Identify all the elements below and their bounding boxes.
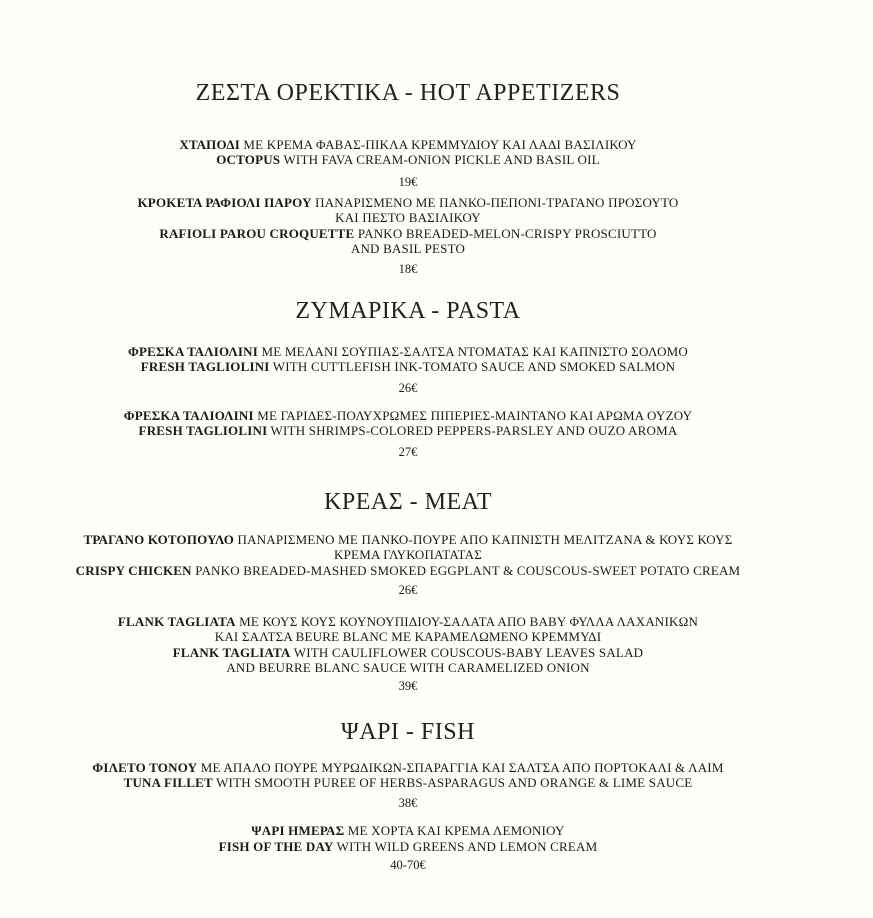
dish-price: 18€: [398, 262, 418, 276]
dish-line: ΧΤΑΠΟΔΙ ΜΕ ΚΡΕΜΑ ΦΑΒΑΣ-ΠΙΚΛΑ ΚΡΕΜΜΥΔΙΟΥ ΚΑΙ ΛΑΔΙ ΒΑΣΙΛΙΚΟΥ: [179, 137, 637, 152]
dish-line: ΚΑΙ ΣΑΛΤΣΑ BEURE BLANC ΜΕ ΚΑΡΑΜΕΛΩΜΕΝΟ ΚΡΕΜΜΥΔΙ: [214, 629, 602, 644]
dish-line: ΚΑΙ ΠΕΣΤΟ ΒΑΣΙΛΙΚΟΥ: [335, 210, 481, 225]
section-title-meat: ΚΡΕΑΣ - MEAT: [324, 489, 492, 515]
dish-line: TUNA FILLET WITH SMOOTH PUREE OF HERBS-ASPARAGUS AND ORANGE & LIME SAUCE: [123, 775, 693, 790]
dish-line: RAFIOLI PAROU CROQUETTE PANKO BREADED-MELON-CRISPY PROSCIUTTO: [159, 226, 657, 241]
dish-price: 26€: [398, 583, 418, 597]
dish-line: ΦΡΕΣΚΑ ΤΑΛΙΟΛΙΝΙ ΜΕ ΓΑΡΙΔΕΣ-ΠΟΛΥΧΡΩΜΕΣ ΠΙΠΕΡΙΕΣ-ΜΑΙΝΤΑΝΟ ΚΑΙ ΑΡΩΜΑ ΟΥΖΟΥ: [123, 408, 693, 423]
section-title-pasta: ΖΥΜΑΡΙΚΑ - PASTA: [295, 298, 521, 324]
dish-line: ΨΑΡΙ ΗΜΕΡΑΣ ΜΕ ΧΟΡΤΑ ΚΑΙ ΚΡΕΜΑ ΛΕΜΟΝΙΟΥ: [251, 823, 565, 838]
dish-price: 26€: [398, 381, 418, 395]
dish-line: ΚΡΟΚΕΤΑ ΡΑΦΙΟΛΙ ΠΑΡΟΥ ΠΑΝΑΡΙΣΜΕΝΟ ΜΕ ΠΑΝΚΟ-ΠΕΠΟΝΙ-ΤΡΑΓΑΝΟ ΠΡΟΣΟΥΤΟ: [137, 195, 679, 210]
dish-price: 38€: [398, 796, 418, 810]
dish-line: AND BASIL PESTO: [350, 241, 466, 256]
section-title-hot-appetizers: ΖΕΣΤΑ ΟΡΕΚΤΙΚΑ - HOT APPETIZERS: [195, 80, 621, 106]
dish-line: OCTOPUS WITH FAVA CREAM-ONION PICKLE AND BASIL OIL: [216, 152, 600, 167]
dish-price: 39€: [398, 679, 418, 693]
dish-line: ΤΡΑΓΑΝΟ ΚΟΤΟΠΟΥΛΟ ΠΑΝΑΡΙΣΜΕΝΟ ΜΕ ΠΑΝΚΟ-ΠΟΥΡΕ ΑΠΟ ΚΑΠΝΙΣΤΗ ΜΕΛΙΤΖΑΝΑ & ΚΟΥΣ ΚΟΥΣ: [83, 532, 733, 547]
dish-line: FISH OF THE DAY WITH WILD GREENS AND LEMON CREAM: [218, 839, 598, 854]
dish-price: 19€: [398, 175, 418, 189]
dish-line: ΦΡΕΣΚΑ ΤΑΛΙΟΛΙΝΙ ΜΕ ΜΕΛΑΝΙ ΣΟΥΠΙΑΣ-ΣΑΛΤΣΑ ΝΤΟΜΑΤΑΣ ΚΑΙ ΚΑΠΝΙΣΤΟ ΣΟΛΟΜΟ: [127, 344, 689, 359]
dish-line: AND BEURRE BLANC SAUCE WITH CARAMELIZED ONION: [226, 660, 590, 675]
dish-line: FRESH TAGLIOLINI WITH SHRIMPS-COLORED PEPPERS-PARSLEY AND OUZO AROMA: [138, 423, 678, 438]
section-title-fish: ΨΑΡΙ - FISH: [341, 719, 475, 745]
dish-line: FLANK TAGLIATA ΜΕ ΚΟΥΣ ΚΟΥΣ ΚΟΥΝΟΥΠΙΔΙΟΥ-ΣΑΛΑΤΑ ΑΠΟ BABY ΦΥΛΛΑ ΛΑΧΑΝΙΚΩΝ: [117, 614, 699, 629]
dish-line: FRESH TAGLIOLINI WITH CUTTLEFISH INK-TOMATO SAUCE AND SMOKED SALMON: [140, 359, 676, 374]
dish-price: 40-70€: [390, 858, 426, 872]
dish-price: 27€: [398, 445, 418, 459]
dish-line: ΚΡΕΜΑ ΓΛΥΚΟΠΑΤΑΤΑΣ: [334, 547, 482, 562]
dish-line: CRISPY CHICKEN PANKO BREADED-MASHED SMOKED EGGPLANT & COUSCOUS-SWEET POTATO CREAM: [75, 563, 741, 578]
dish-line: ΦΙΛΕΤΟ ΤΟΝΟΥ ΜΕ ΑΠΑΛΟ ΠΟΥΡΕ ΜΥΡΩΔΙΚΩΝ-ΣΠΑΡΑΓΓΙΑ ΚΑΙ ΣΑΛΤΣΑ ΑΠΟ ΠΟΡΤΟΚΑΛΙ & ΛΑΙΜ: [92, 760, 724, 775]
dish-line: FLANK TAGLIATA WITH CAULIFLOWER COUSCOUS-BABY LEAVES SALAD: [172, 645, 644, 660]
